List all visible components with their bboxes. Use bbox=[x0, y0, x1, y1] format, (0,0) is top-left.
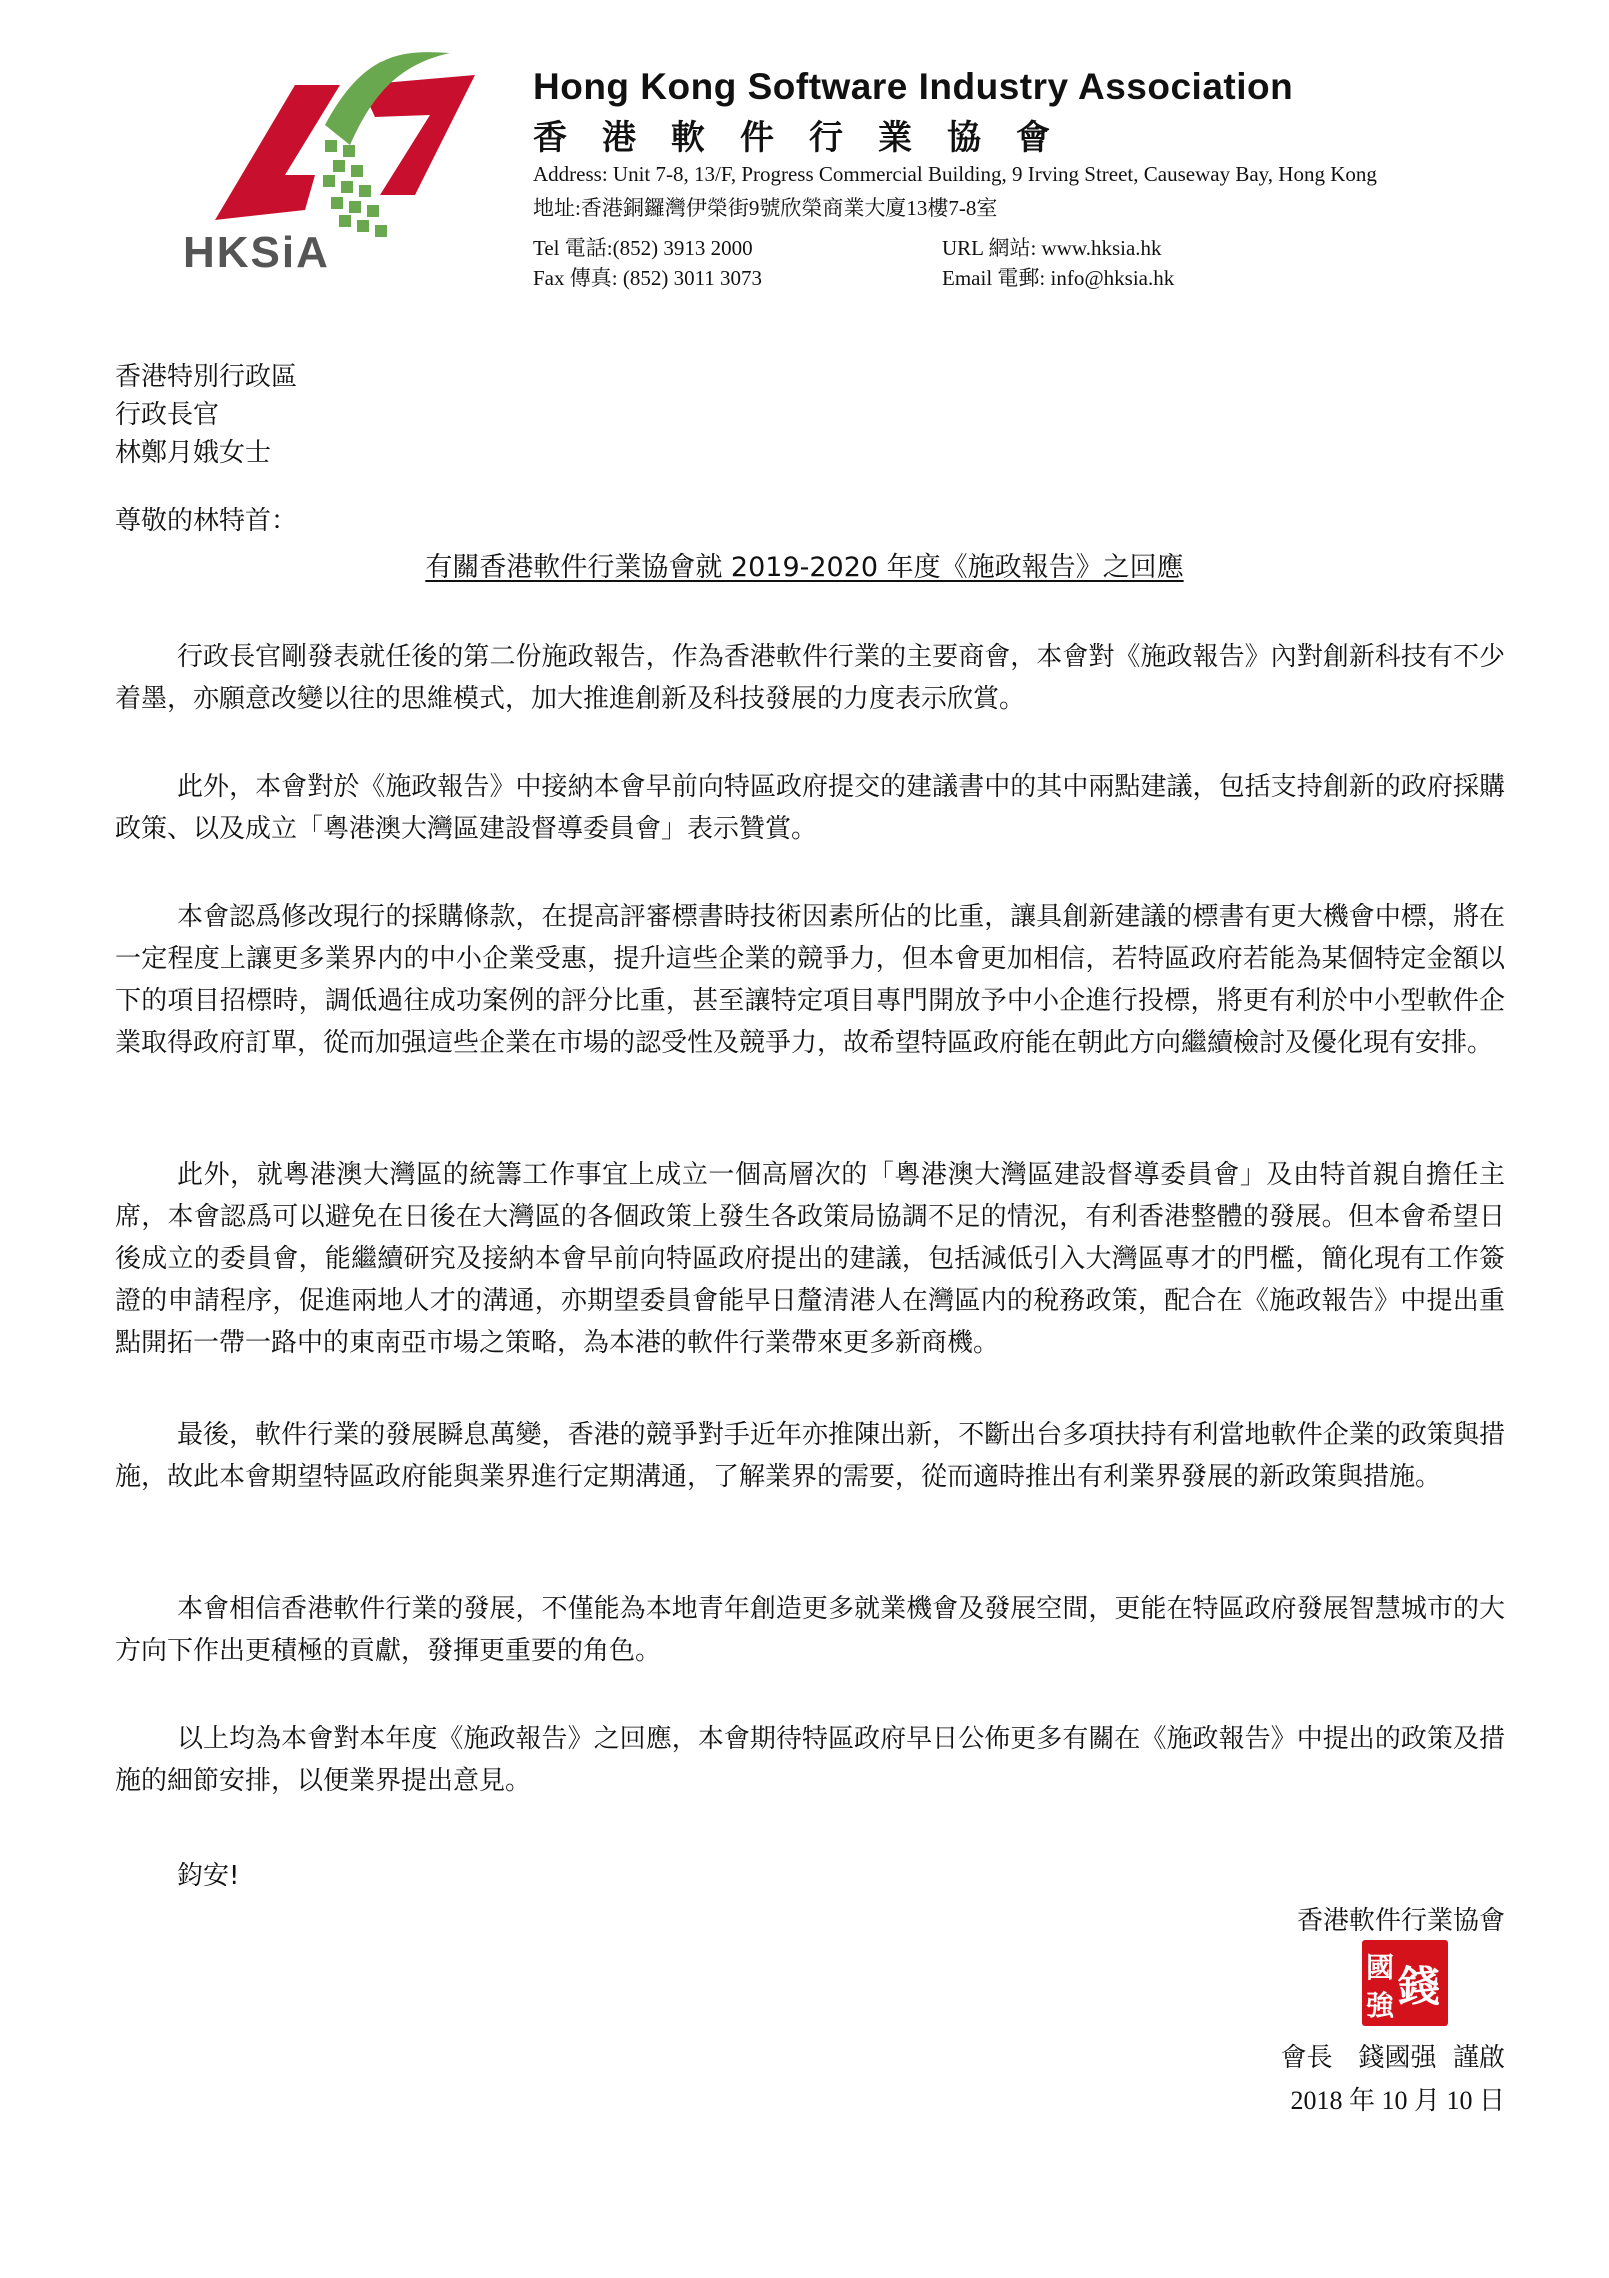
salutation: 尊敬的林特首： bbox=[115, 506, 298, 536]
address-en: Address: Unit 7-8, 13/F, Progress Commercial Building, 9 Irving Street, Causeway Bay, Hong Kong bbox=[533, 162, 1377, 186]
body-paragraph-2: 此外，本會對於《施政報告》中接納本會早前向特區政府提交的建議書中的其中兩點建議，包括支持創新的政府採購政策、以及成立「粵港澳大灣區建設督導委員會」表示贊賞。 bbox=[115, 772, 1505, 844]
letter-subject bbox=[0, 545, 1609, 584]
recipient-line-3: 林鄭月娥女士 bbox=[115, 438, 272, 468]
logo-text: HKSiA bbox=[183, 228, 330, 277]
president-seal bbox=[1362, 1940, 1448, 2026]
closing-greeting: 鈞安! bbox=[177, 1861, 240, 1891]
recipient-line-2: 行政長官 bbox=[115, 400, 220, 430]
recipient-line-1: 香港特別行政區 bbox=[115, 362, 298, 392]
seal-char-3: 強 bbox=[1366, 1989, 1395, 2022]
letter-subject-text: 有關香港軟件行業協會就 2019-2020 年度《施政報告》之回應 bbox=[425, 552, 1184, 583]
body-paragraph-6: 本會相信香港軟件行業的發展，不僅能為本地青年創造更多就業機會及發展空間，更能在特區政府發展智慧城市的大方向下作出更積極的貢獻，發揮更重要的角色。 bbox=[115, 1594, 1505, 1666]
signature-name: 會長 錢國强 謹啟 bbox=[1280, 2043, 1505, 2073]
letter-date: 2018 年 10 月 10 日 bbox=[1290, 2086, 1505, 2115]
org-name-en: Hong Kong Software Industry Association bbox=[533, 66, 1294, 107]
body-paragraph-3: 本會認爲修改現行的採購條款，在提高評審標書時技術因素所佔的比重，讓具創新建議的標書有更大機會中標，將在一定程度上讓更多業界内的中小企業受惠，提升這些企業的競爭力，但本會更加相信，若特區政府若能為某個特定金額以下的項目招標時，調低過往成功案例的評分比重，甚至讓特定項目專門開放予中小企進行投標，將更有利於中小型軟件企業取得政府訂單，從而加强這些企業在市場的認受性及競爭力，故希望特區政府能在朝此方向繼續檢討及優化現有安排。 bbox=[115, 902, 1505, 1058]
body-paragraph-1: 行政長官剛發表就任後的第二份施政報告，作為香港軟件行業的主要商會，本會對《施政報告》內對創新科技有不少着墨，亦願意改變以往的思維模式，加大推進創新及科技發展的力度表示欣賞。 bbox=[115, 642, 1505, 714]
body-paragraph-5: 最後，軟件行業的發展瞬息萬變，香港的競爭對手近年亦推陳出新，不斷出台多項扶持有利當地軟件企業的政策與措施，故此本會期望特區政府能與業界進行定期溝通，了解業界的需要，從而適時推出有利業界發展的新政策與措施。 bbox=[115, 1420, 1505, 1492]
address-zh: 地址:香港銅鑼灣伊榮街9號欣榮商業大廈13樓7-8室 bbox=[533, 196, 998, 220]
logo-red-shape-left bbox=[215, 85, 340, 220]
seal-char-1: 國 bbox=[1366, 1951, 1395, 1984]
body-paragraph-7: 以上均為本會對本年度《施政報告》之回應，本會期待特區政府早日公佈更多有關在《施政報告》中提出的政策及措施的細節安排，以便業界提出意見。 bbox=[115, 1724, 1505, 1796]
telephone: Tel 電話:(852) 3913 2000 bbox=[533, 236, 753, 260]
email-address[interactable]: Email 電郵: info@hksia.hk bbox=[942, 266, 1175, 290]
website-url[interactable]: URL 網站: www.hksia.hk bbox=[942, 236, 1162, 260]
org-name-zh: 香港軟件行業協會 bbox=[533, 118, 1085, 158]
logo-checker-pattern bbox=[323, 140, 387, 237]
body-paragraph-4: 此外，就粵港澳大灣區的統籌工作事宜上成立一個高層次的「粵港澳大灣區建設督導委員會」及由特首親自擔任主席，本會認爲可以避免在日後在大灣區的各個政策上發生各政策局協調不足的情況，有利香港整體的發展。但本會希望日後成立的委員會，能繼續研究及接納本會早前向特區政府提出的建議，包括減低引入大灣區專才的門檻，簡化現有工作簽證的申請程序，促進兩地人才的溝通，亦期望委員會能早日釐清港人在灣區内的稅務政策，配合在《施政報告》中提出重點開拓一帶一路中的東南亞市場之策略，為本港的軟件行業帶來更多新商機。 bbox=[115, 1160, 1505, 1358]
signature-organization: 香港軟件行業協會 bbox=[1296, 1906, 1505, 1936]
seal-char-2: 錢 bbox=[1398, 1962, 1441, 2011]
letterhead bbox=[0, 0, 1609, 320]
fax: Fax 傳真: (852) 3011 3073 bbox=[533, 266, 763, 290]
